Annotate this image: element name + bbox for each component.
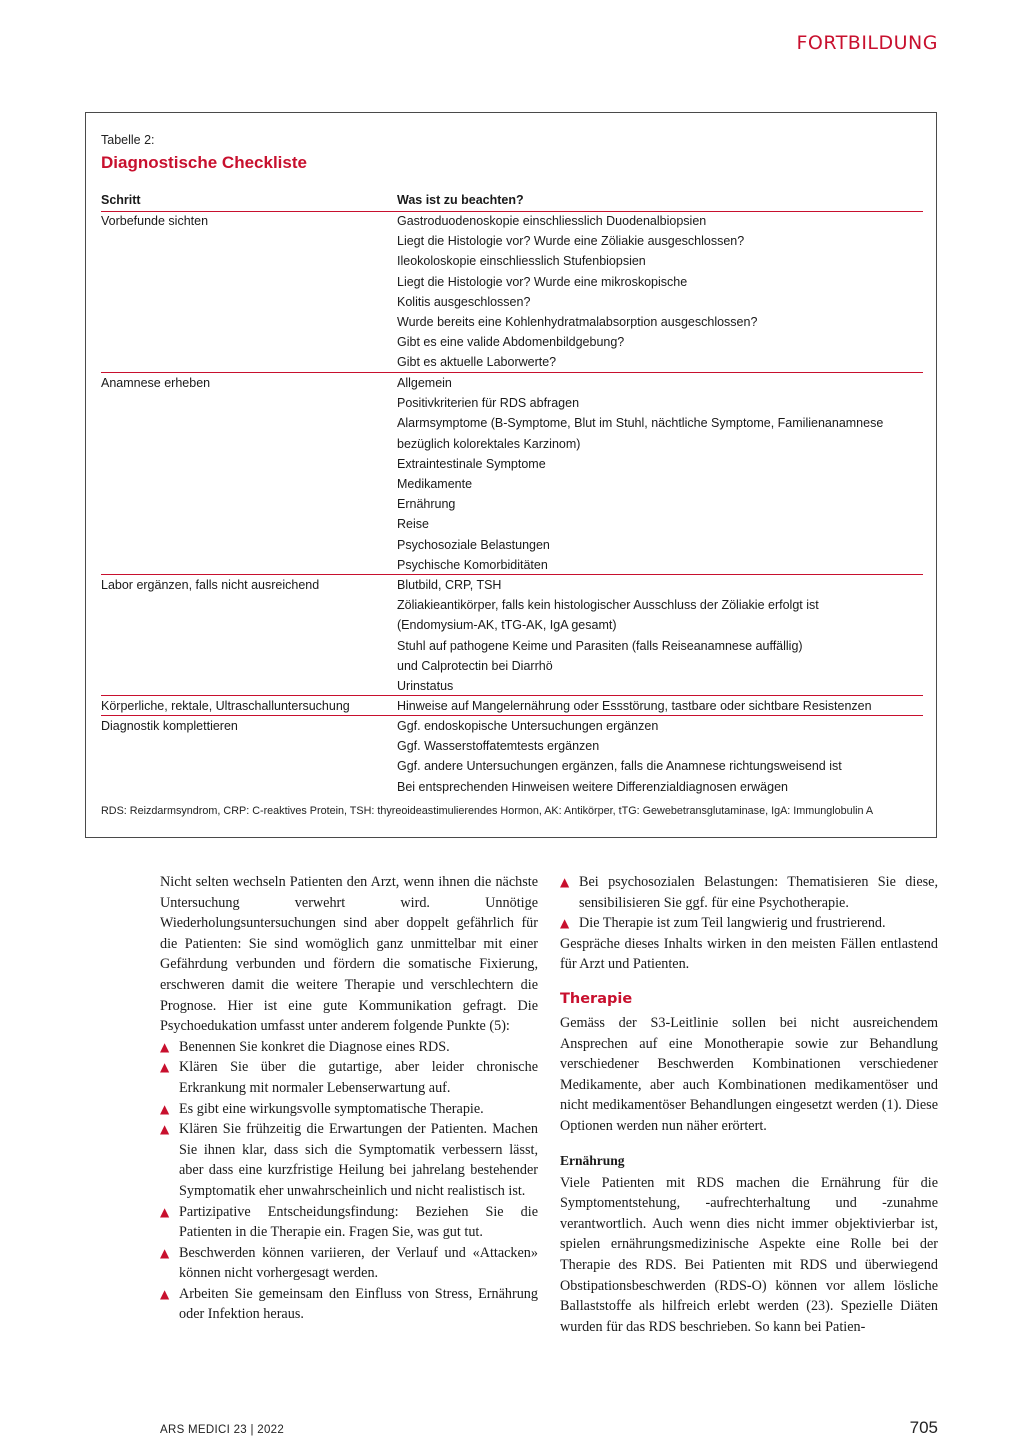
note-line: Bei entsprechenden Hinweisen weitere Differenzialdiagnosen erwägen [397,779,788,794]
table-notes [397,716,923,797]
note-line: Ggf. Wasserstoffatemtests ergänzen [397,739,600,754]
note-line: Psychosoziale Belastungen [397,537,550,552]
table-header-row [101,193,923,212]
note-line: Liegt die Histologie vor? Wurde eine Zöliakie ausgeschlossen? [397,234,745,249]
triangle-bullet-icon: ▲ [160,1286,170,1301]
therapie-paragraph: Gemäss der S3-Leitlinie sollen bei nicht ausreichendem Ansprechen auf eine Monotherapie sowie zur Behandlung verschiedener Beschwerden Kombinationen verschiedener Medikamente, aber auch Kombinationen medikamentöser und nicht medikamentöser Behandlungen eingesetzt werden (1). Diese Optionen werden nun näher erörtert. [560,1014,938,1134]
heading-therapie: Therapie [560,990,633,1007]
note-line: Psychische Komorbiditäten [397,557,548,572]
note-line: Alarmsymptome (B-Symptome, Blut im Stuhl, nächtliche Symptome, Familienanamnese [397,416,884,431]
note-line: Ileokoloskopie einschliesslich Stufenbiopsien [397,254,646,269]
journal-footer: ARS MEDICI 23 | 2022 [160,1424,285,1436]
note-line: Urinstatus [397,679,454,694]
left-text-column [160,872,538,1325]
table-title: Diagnostische Checkliste [101,153,307,172]
table-kicker: Tabelle 2: [101,133,155,147]
list-item [160,1243,538,1284]
column-header-notes: Was ist zu beachten? [397,193,524,207]
right-text-column [560,872,938,1337]
list-item [160,1119,538,1201]
list-item-text: Die Therapie ist zum Teil langwierig und frustrierend. [579,915,886,932]
list-item-text: Beschwerden können variieren, der Verlauf und «Attacken» können nicht vorhergesagt werden. [179,1244,538,1282]
note-line: Ggf. endoskopische Untersuchungen ergänzen [397,719,659,733]
list-item-text: Es gibt eine wirkungsvolle symptomatische Therapie. [179,1100,484,1117]
triangle-bullet-icon: ▲ [160,1060,170,1075]
note-line: (Endomysium-AK, tTG-AK, IgA gesamt) [397,618,617,633]
list-item [160,1057,538,1098]
list-item-text: Partizipative Entscheidungsfindung: Beziehen Sie die Patienten in die Therapie ein. Fragen Sie, was gut tut. [179,1203,538,1241]
psychoeducation-list-continued [560,872,938,934]
list-item [160,1099,538,1120]
heading-ernaehrung: Ernährung [560,1152,625,1168]
list-item-text: Benennen Sie konkret die Diagnose eines RDS. [179,1038,450,1055]
table-step: Vorbefunde sichten [101,214,209,228]
note-line: Ggf. andere Untersuchungen ergänzen, falls die Anamnese richtungsweisend ist [397,759,842,774]
note-line: Hinweise auf Mangelernährung oder Essstörung, tastbare oder sichtbare Resistenzen [397,699,872,713]
table-row [101,716,923,798]
table-row [101,696,923,716]
table-step: Anamnese erheben [101,376,211,390]
note-line: Ernährung [397,497,456,512]
note-line: Wurde bereits eine Kohlenhydratmalabsorption ausgeschlossen? [397,315,758,330]
note-line: Zöliakieantikörper, falls kein histologischer Ausschluss der Zöliakie erfolgt ist [397,598,819,613]
section-label: FORTBILDUNG [796,32,938,54]
list-item-text: Klären Sie über die gutartige, aber leider chronische Erkrankung mit normaler Lebenserwartung auf. [179,1059,538,1096]
table-step: Körperliche, rektale, Ultraschalluntersuchung [101,699,350,713]
note-line: Blutbild, CRP, TSH [397,578,502,592]
note-line: Allgemein [397,376,452,390]
table-row [101,211,923,373]
table-notes [397,696,923,716]
list-item [560,913,938,934]
note-line: und Calprotectin bei Diarrhö [397,658,553,673]
list-item [160,1284,538,1325]
table-step: Labor ergänzen, falls nicht ausreichend [101,578,320,592]
checklist-table [85,112,937,838]
note-line: bezüglich kolorektales Karzinom) [397,436,581,451]
column-header-step: Schritt [101,193,141,207]
table-notes [397,211,923,373]
table-row [101,373,923,575]
note-line: Reise [397,517,429,532]
note-line: Liegt die Histologie vor? Wurde eine mikroskopische [397,274,688,289]
table-notes [397,575,923,696]
note-line: Gibt es aktuelle Laborwerte? [397,355,557,370]
triangle-bullet-icon: ▲ [160,1122,170,1137]
psychoeducation-list [160,1037,538,1325]
intro-paragraph: Nicht selten wechseln Patienten den Arzt, wenn ihnen die nächste Untersuchung verwehrt wird. Unnötige Wiederholungsuntersuchungen sind aber doppelt gefährlich für die Patienten: Sie sind womöglich ganz unmittelbar mit einer Gefährdung verbunden und fördern die somatische Fixierung, erschweren damit die weitere Therapie und verschlechtern die Prognose. Hier ist eine gute Kommunikation gefragt. Die Psychoedukation umfasst unter anderem folgende Punkte (5): [160,874,538,1035]
page-number: 705 [909,1418,938,1437]
triangle-bullet-icon: ▲ [160,1245,170,1260]
table-notes [397,373,923,575]
note-line: Positivkriterien für RDS abfragen [397,396,580,411]
note-line: Kolitis ausgeschlossen? [397,294,531,309]
list-item [560,872,938,913]
triangle-bullet-icon: ▲ [160,1101,170,1116]
note-line: Extraintestinale Symptome [397,456,546,471]
list-item-text: Arbeiten Sie gemeinsam den Einfluss von Stress, Ernährung oder Infektion heraus. [179,1285,538,1323]
note-line: Medikamente [397,477,473,492]
triangle-bullet-icon: ▲ [160,1204,170,1219]
triangle-bullet-icon: ▲ [560,916,570,931]
list-item-text: Bei psychosozialen Belastungen: Thematisieren Sie diese, sensibilisieren Sie ggf. für eine Psychotherapie. [579,874,938,911]
list-item [160,1202,538,1243]
ernaehrung-paragraph: Viele Patienten mit RDS machen die Ernährung für die Symptomentstehung, -aufrechterhaltung und -zunahme verantwortlich. Auch wenn dies nicht immer objektivierbar ist, spielen ernährungsmedizinische Aspekte eine Rolle bei der Therapie des RDS. Bei Patienten mit RDS und überwiegend Obstipationsbeschwerden (RDS-O) können vor allem lösliche Ballaststoffe als hilfreich erlebt werden (23). Spezielle Diäten wurden für das RDS beschrieben. So kann bei Patien- [560,1174,938,1335]
table-footnote: RDS: Reizdarmsyndrom, CRP: C-reaktives Protein, TSH: thyreoideastimulierendes Hormon, AK: Antikörper, tTG: Gewebetransglutaminase, IgA: Immunglobulin A [101,805,874,817]
closing-paragraph: Gespräche dieses Inhalts wirken in den meisten Fällen entlastend für Arzt und Patienten. [560,935,938,973]
list-item [160,1037,538,1058]
triangle-bullet-icon: ▲ [160,1039,170,1054]
note-line: Stuhl auf pathogene Keime und Parasiten (falls Reiseanamnese auffällig) [397,638,803,653]
note-line: Gibt es eine valide Abdomenbildgebung? [397,335,625,350]
table-step: Diagnostik komplettieren [101,719,238,733]
triangle-bullet-icon: ▲ [560,875,570,889]
table-row [101,575,923,696]
list-item-text: Klären Sie frühzeitig die Erwartungen der Patienten. Machen Sie ihnen klar, dass sich die Symptomatik verbessern lässt, aber dass eine kurzfristige Heilung bei jahrelang bestehender Symptomatik eher unwahrscheinlich und nicht realistisch ist. [179,1121,538,1199]
note-line: Gastroduodenoskopie einschliesslich Duodenalbiopsien [397,214,707,228]
